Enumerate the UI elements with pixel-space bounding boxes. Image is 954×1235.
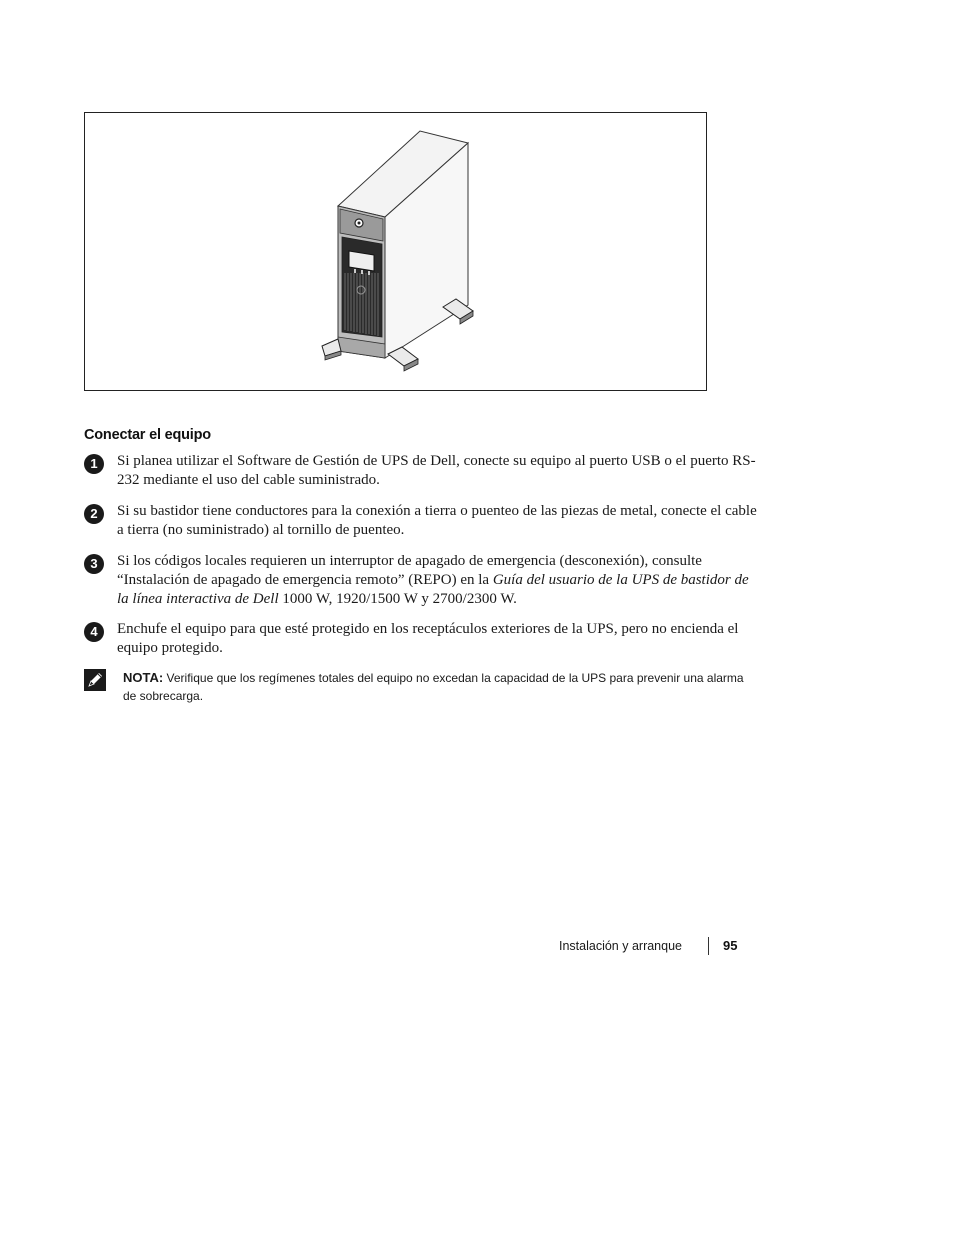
page-number: 95 [723, 938, 738, 953]
step-number-badge: 2 [84, 504, 104, 524]
note-pencil-icon [84, 669, 106, 691]
step-number-badge: 1 [84, 454, 104, 474]
step-text: Si su bastidor tiene conductores para la conexión a tierra o puenteo de las piezas de metal, conecte el cable a tierra (no suministrado) al tornillo de puenteo. [117, 503, 757, 538]
step-text-part: Si los códigos locales requieren un interruptor de apagado de emergencia (desconexión), consulte “Instalación de apagado de emergencia remoto” (REPO) en la [117, 553, 702, 588]
note-text [123, 669, 753, 705]
figure-frame [84, 112, 707, 391]
footer-divider [708, 937, 709, 955]
step-text: Enchufe el equipo para que esté protegido en los receptáculos exteriores de la UPS, pero no encienda el equipo protegido. [117, 621, 739, 656]
step-text: Si planea utilizar el Software de Gestión de UPS de Dell, conecte su equipo al puerto USB o el puerto RS-232 mediante el uso del cable suministrado. [117, 453, 756, 488]
section-heading: Conectar el equipo [84, 427, 211, 443]
step-number-badge: 3 [84, 554, 104, 574]
footer-section-title: Instalación y arranque [559, 939, 682, 953]
note-label: NOTA: [123, 670, 164, 685]
step-text-end: . [513, 591, 517, 607]
step-number-badge: 4 [84, 622, 104, 642]
step-text [117, 552, 757, 609]
guide-models: 1000 W, 1920/1500 W y 2700/2300 W [278, 591, 514, 607]
note-body: Verifique que los regímenes totales del equipo no excedan la capacidad de la UPS para prevenir una alarma de sobrecarga. [123, 671, 744, 703]
guide-title: Guía del usuario de la UPS de bastidor de la línea interactiva de Dell [117, 572, 749, 607]
ups-tower-icon [85, 113, 708, 392]
